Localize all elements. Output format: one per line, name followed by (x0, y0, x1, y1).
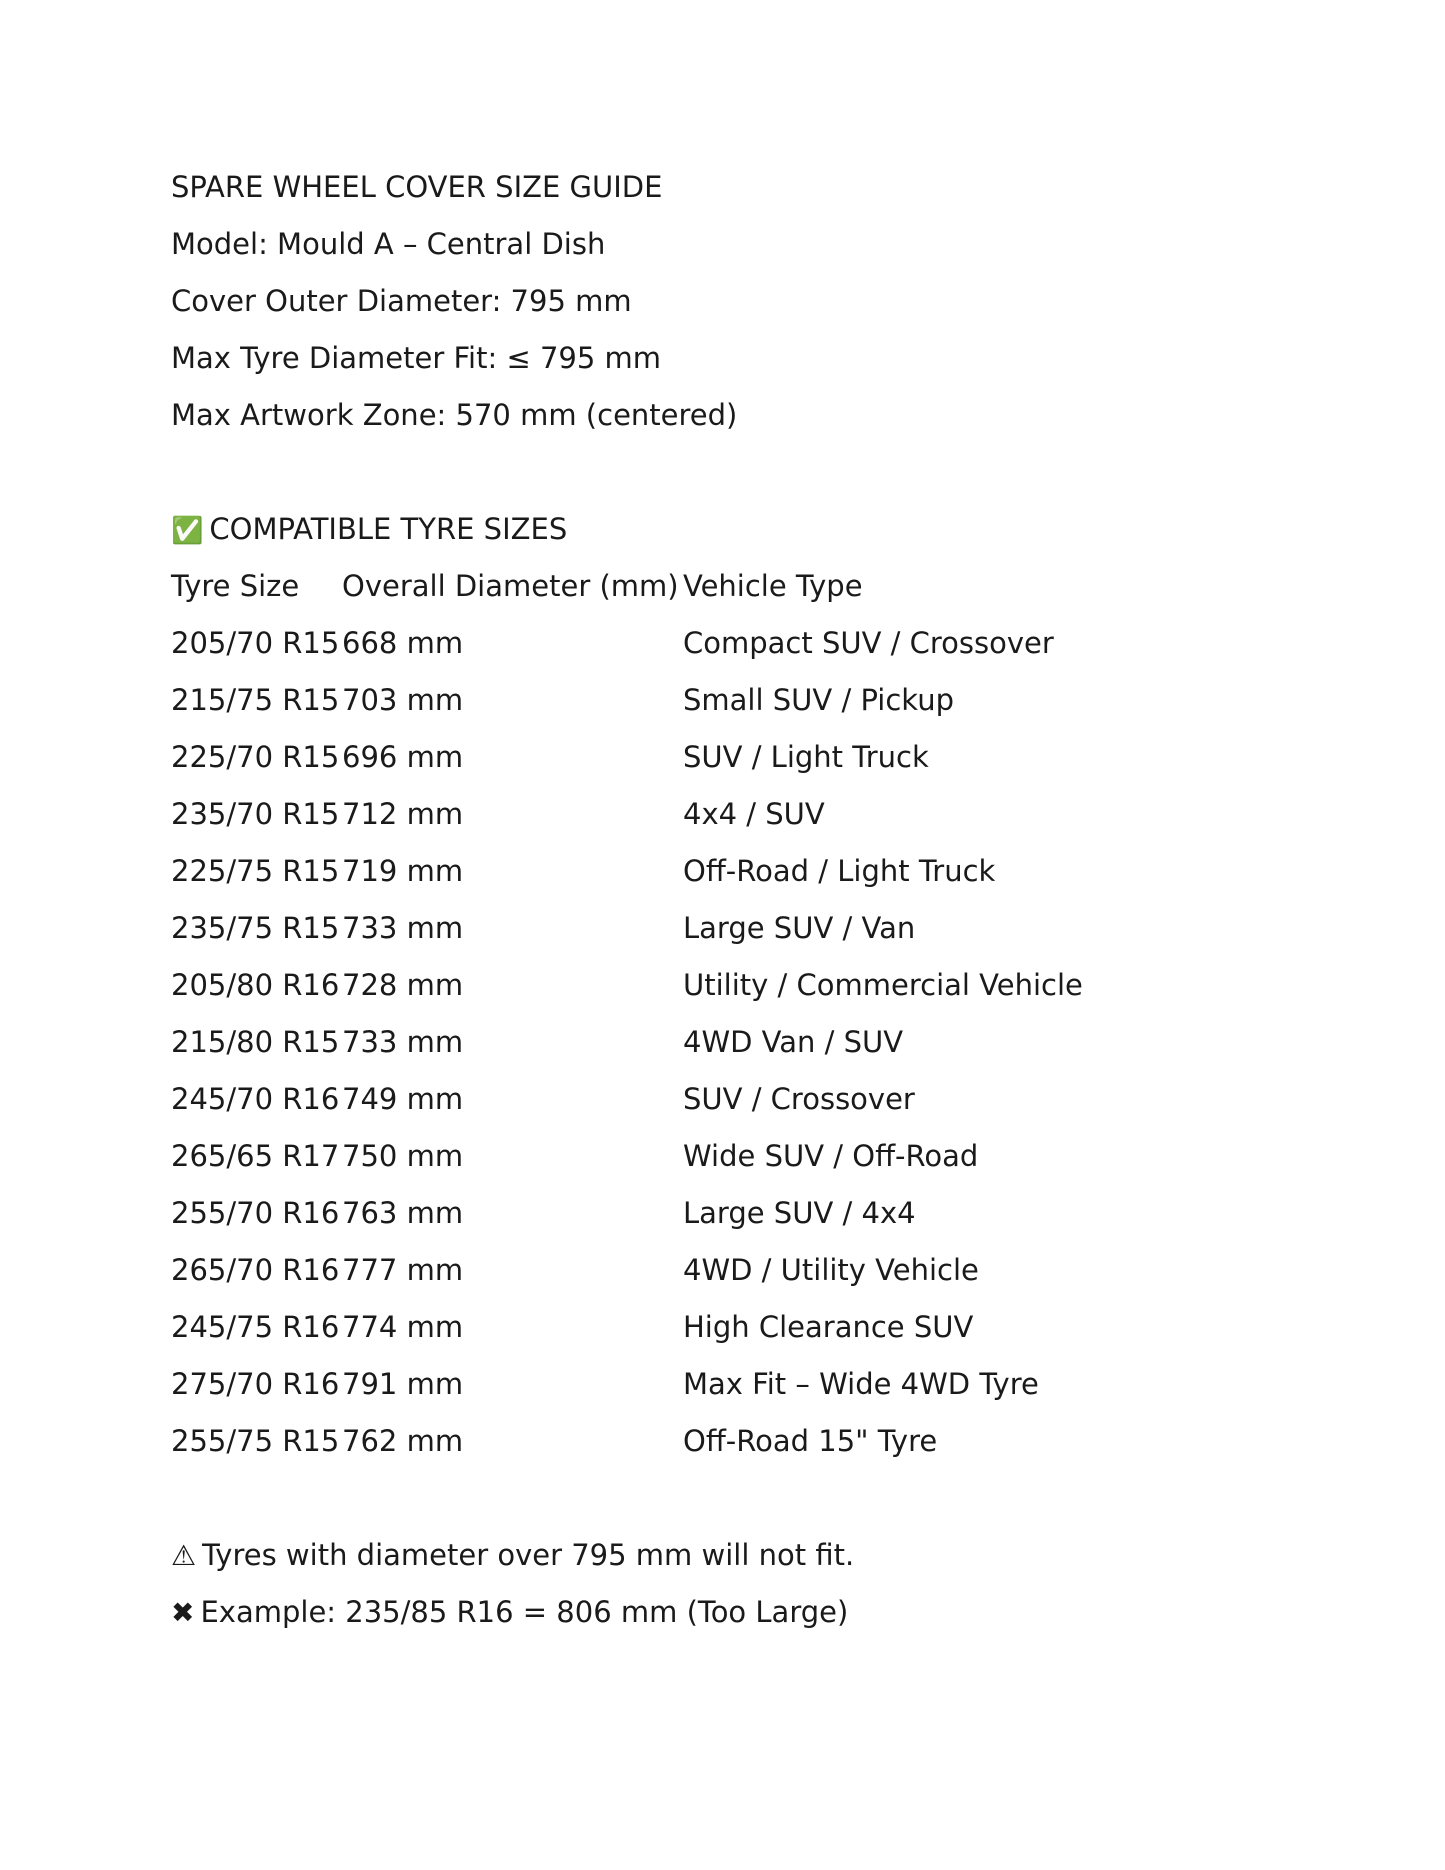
table-row (171, 1023, 1371, 1080)
tyre-size-cell: 225/70 R15 (171, 740, 340, 774)
vehicle-type-cell: Utility / Commercial Vehicle (683, 968, 1083, 1002)
compatible-heading-text: COMPATIBLE TYRE SIZES (209, 512, 568, 546)
example-text: Example: 235/85 R16 = 806 mm (Too Large) (200, 1595, 849, 1629)
vehicle-type-cell: 4WD / Utility Vehicle (683, 1253, 979, 1287)
tyre-size-cell: 255/75 R15 (171, 1424, 340, 1458)
vehicle-type-cell: Compact SUV / Crossover (683, 626, 1054, 660)
diameter-cell: 703 mm (342, 683, 464, 717)
vehicle-type-cell: High Clearance SUV (683, 1310, 974, 1344)
tyre-size-cell: 265/65 R17 (171, 1139, 340, 1173)
table-row (171, 1080, 1371, 1137)
vehicle-type-cell: Large SUV / Van (683, 911, 916, 945)
model-line: Model: Mould A – Central Dish (171, 227, 606, 261)
diameter-cell: 750 mm (342, 1139, 464, 1173)
spacer (171, 453, 1371, 510)
table-row (171, 1251, 1371, 1308)
vehicle-type-cell: Wide SUV / Off-Road (683, 1139, 979, 1173)
outer-diameter-line: Cover Outer Diameter: 795 mm (171, 284, 632, 318)
diameter-cell: 774 mm (342, 1310, 464, 1344)
tyre-size-cell: 205/80 R16 (171, 968, 340, 1002)
table-row (171, 1308, 1371, 1365)
table-row (171, 909, 1371, 966)
compatible-heading (171, 510, 1371, 567)
vehicle-type-cell: Max Fit – Wide 4WD Tyre (683, 1367, 1039, 1401)
table-row (171, 795, 1371, 852)
warning-note (171, 1536, 1371, 1593)
spacer (171, 1479, 1371, 1536)
vehicle-type-cell: Small SUV / Pickup (683, 683, 954, 717)
table-row (171, 1365, 1371, 1422)
tyre-table-body (171, 624, 1371, 1479)
vehicle-type-cell: Off-Road 15" Tyre (683, 1424, 938, 1458)
table-row (171, 738, 1371, 795)
diameter-cell: 696 mm (342, 740, 464, 774)
diameter-cell: 668 mm (342, 626, 464, 660)
diameter-cell: 749 mm (342, 1082, 464, 1116)
vehicle-type-cell: Off-Road / Light Truck (683, 854, 996, 888)
table-row (171, 681, 1371, 738)
tyre-size-cell: 245/70 R16 (171, 1082, 340, 1116)
check-mark-icon: ✅ (171, 516, 204, 546)
column-header-vehicle-type: Vehicle Type (683, 569, 863, 603)
tyre-size-cell: 245/75 R16 (171, 1310, 340, 1344)
diameter-cell: 719 mm (342, 854, 464, 888)
diameter-cell: 777 mm (342, 1253, 464, 1287)
diameter-cell: 763 mm (342, 1196, 464, 1230)
warning-text: Tyres with diameter over 795 mm will not fit. (202, 1538, 855, 1572)
tyre-size-cell: 275/70 R16 (171, 1367, 340, 1401)
diameter-cell: 712 mm (342, 797, 464, 831)
diameter-cell: 728 mm (342, 968, 464, 1002)
tyre-size-cell: 225/75 R15 (171, 854, 340, 888)
table-row (171, 852, 1371, 909)
vehicle-type-cell: 4WD Van / SUV (683, 1025, 904, 1059)
column-header-tyre-size: Tyre Size (171, 569, 300, 603)
vehicle-type-cell: Large SUV / 4x4 (683, 1196, 916, 1230)
diameter-cell: 733 mm (342, 1025, 464, 1059)
document-title: SPARE WHEEL COVER SIZE GUIDE (171, 170, 663, 204)
tyre-size-cell: 235/75 R15 (171, 911, 340, 945)
artwork-zone-line: Max Artwork Zone: 570 mm (centered) (171, 398, 738, 432)
cross-mark-icon: ✖ (171, 1596, 195, 1629)
diameter-cell: 762 mm (342, 1424, 464, 1458)
table-row (171, 1422, 1371, 1479)
diameter-cell: 791 mm (342, 1367, 464, 1401)
max-tyre-line: Max Tyre Diameter Fit: ≤ 795 mm (171, 341, 662, 375)
tyre-size-cell: 255/70 R16 (171, 1196, 340, 1230)
tyre-size-cell: 235/70 R15 (171, 797, 340, 831)
example-note (171, 1593, 1371, 1650)
warning-icon: ⚠ (171, 1539, 197, 1572)
document-page (171, 168, 1371, 1650)
diameter-cell: 733 mm (342, 911, 464, 945)
tyre-size-cell: 215/80 R15 (171, 1025, 340, 1059)
table-row (171, 966, 1371, 1023)
table-row (171, 1194, 1371, 1251)
tyre-size-cell: 205/70 R15 (171, 626, 340, 660)
vehicle-type-cell: 4x4 / SUV (683, 797, 825, 831)
tyre-size-cell: 215/75 R15 (171, 683, 340, 717)
table-header-row (171, 567, 1371, 624)
table-row (171, 1137, 1371, 1194)
tyre-size-cell: 265/70 R16 (171, 1253, 340, 1287)
column-header-diameter: Overall Diameter (mm) (342, 569, 679, 603)
table-row (171, 624, 1371, 681)
vehicle-type-cell: SUV / Light Truck (683, 740, 929, 774)
vehicle-type-cell: SUV / Crossover (683, 1082, 915, 1116)
